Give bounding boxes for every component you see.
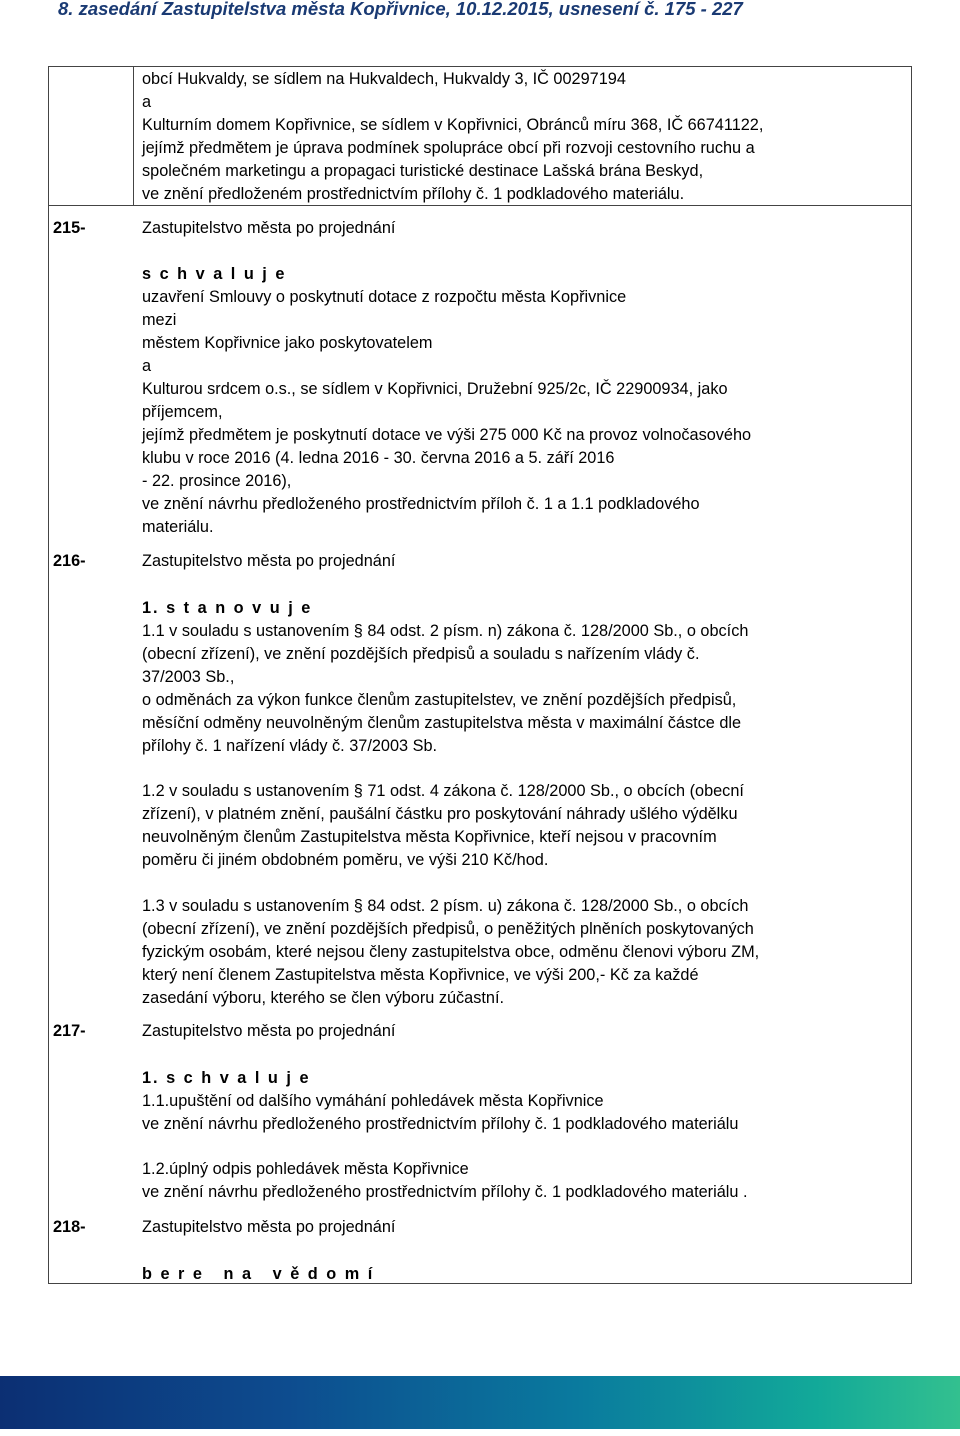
resolution-verb: 1. s c h v a l u j e — [142, 1069, 311, 1087]
resolution-intro: Zastupitelstvo města po projednání — [142, 219, 396, 237]
resolution-text-line: a — [142, 357, 152, 375]
page-header-title: 8. zasedání Zastupitelstva města Kopřivnice, 10.12.2015, usnesení č. 175 - 227 — [58, 0, 743, 19]
resolution-text-line: ve znění návrhu předloženého prostřednictvím příloh č. 1 a 1.1 podkladového — [142, 495, 700, 513]
continued-text-line: jejímž předmětem je úprava podmínek spolupráce obcí při rozvoji cestovního ruchu a — [142, 139, 755, 157]
resolution-text-line: ve znění návrhu předloženého prostřednictvím přílohy č. 1 podkladového materiálu . — [142, 1183, 748, 1201]
continued-text-line: Kulturním domem Kopřivnice, se sídlem v Kopřivnici, Obránců míru 368, IČ 66741122, — [142, 116, 764, 134]
resolution-text-line: mezi — [142, 311, 177, 329]
resolution-text-line: - 22. prosince 2016), — [142, 472, 292, 490]
resolution-intro: Zastupitelstvo města po projednání — [142, 1218, 396, 1236]
resolution-text-line: který není členem Zastupitelstva města Kopřivnice, ve výši 200,- Kč za každé — [142, 966, 699, 984]
resolution-number: 217- — [53, 1022, 86, 1040]
continued-text-line: ve znění předloženém prostřednictvím přílohy č. 1 podkladového materiálu. — [142, 185, 685, 203]
resolution-text-line: 1.1.upuštění od dalšího vymáhání pohledávek města Kopřivnice — [142, 1092, 604, 1110]
resolution-verb: s c h v a l u j e — [142, 265, 287, 283]
resolution-text-line: neuvolněným členům Zastupitelstva města Kopřivnice, kteří nejsou v pracovním — [142, 828, 717, 846]
resolution-text-line: městem Kopřivnice jako poskytovatelem — [142, 334, 433, 352]
footer-band — [0, 1376, 960, 1429]
resolution-text-line: 1.1 v souladu s ustanovením § 84 odst. 2 písm. n) zákona č. 128/2000 Sb., o obcích — [142, 622, 749, 640]
resolution-text-line: klubu v roce 2016 (4. ledna 2016 - 30. června 2016 a 5. září 2016 — [142, 449, 615, 467]
resolution-intro: Zastupitelstvo města po projednání — [142, 1022, 396, 1040]
resolution-text-line: Kulturou srdcem o.s., se sídlem v Kopřivnici, Družební 925/2c, IČ 22900934, jako — [142, 380, 728, 398]
resolution-verb: b e r e n a v ě d o m í — [142, 1265, 375, 1283]
resolution-text-line: příjemcem, — [142, 403, 223, 421]
resolution-text-line: ve znění návrhu předloženého prostřednictvím přílohy č. 1 podkladového materiálu — [142, 1115, 739, 1133]
resolution-text-line: (obecní zřízení), ve znění pozdějších předpisů a souladu s nařízením vlády č. — [142, 645, 700, 663]
resolution-number: 215- — [53, 219, 86, 237]
resolution-text-line: 1.3 v souladu s ustanovením § 84 odst. 2 písm. u) zákona č. 128/2000 Sb., o obcích — [142, 897, 749, 915]
resolution-text-line: uzavření Smlouvy o poskytnutí dotace z rozpočtu města Kopřivnice — [142, 288, 627, 306]
resolution-text-line: poměru či jiném obdobném poměru, ve výši 210 Kč/hod. — [142, 851, 549, 869]
resolution-text-line: o odměnách za výkon funkce členům zastupitelstev, ve znění pozdějších předpisů, — [142, 691, 737, 709]
resolution-text-line: fyzickým osobám, které nejsou členy zastupitelstva obce, odměnu členovi výboru ZM, — [142, 943, 760, 961]
resolution-text-line: měsíční odměny neuvolněným členům zastupitelstva města v maximální částce dle — [142, 714, 742, 732]
resolution-text-line: zasedání výboru, kterého se člen výboru zúčastní. — [142, 989, 505, 1007]
resolution-text-line: jejímž předmětem je poskytnutí dotace ve výši 275 000 Kč na provoz volnočasového — [142, 426, 752, 444]
continued-text-line: a — [142, 93, 152, 111]
column-divider — [133, 67, 134, 206]
resolution-number: 218- — [53, 1218, 86, 1236]
resolution-text-line: (obecní zřízení), ve znění pozdějších předpisů, o peněžitých plněních poskytovaných — [142, 920, 754, 938]
resolution-intro: Zastupitelstvo města po projednání — [142, 552, 396, 570]
resolution-text-line: 37/2003 Sb., — [142, 668, 235, 686]
continued-text-line: obcí Hukvaldy, se sídlem na Hukvaldech, Hukvaldy 3, IČ 00297194 — [142, 70, 626, 88]
resolution-text-line: přílohy č. 1 nařízení vlády č. 37/2003 Sb. — [142, 737, 438, 755]
resolution-verb: 1. s t a n o v u j e — [142, 599, 313, 617]
resolution-text-line: zřízení), v platném znění, paušální částku pro poskytování náhrady ušlého výdělku — [142, 805, 738, 823]
resolution-number: 216- — [53, 552, 86, 570]
continued-text-line: společném marketingu a propagaci turistické destinace Lašská brána Beskyd, — [142, 162, 704, 180]
resolution-text-line: 1.2.úplný odpis pohledávek města Kopřivnice — [142, 1160, 469, 1178]
resolution-text-line: 1.2 v souladu s ustanovením § 71 odst. 4 zákona č. 128/2000 Sb., o obcích (obecní — [142, 782, 744, 800]
resolution-text-line: materiálu. — [142, 518, 214, 536]
